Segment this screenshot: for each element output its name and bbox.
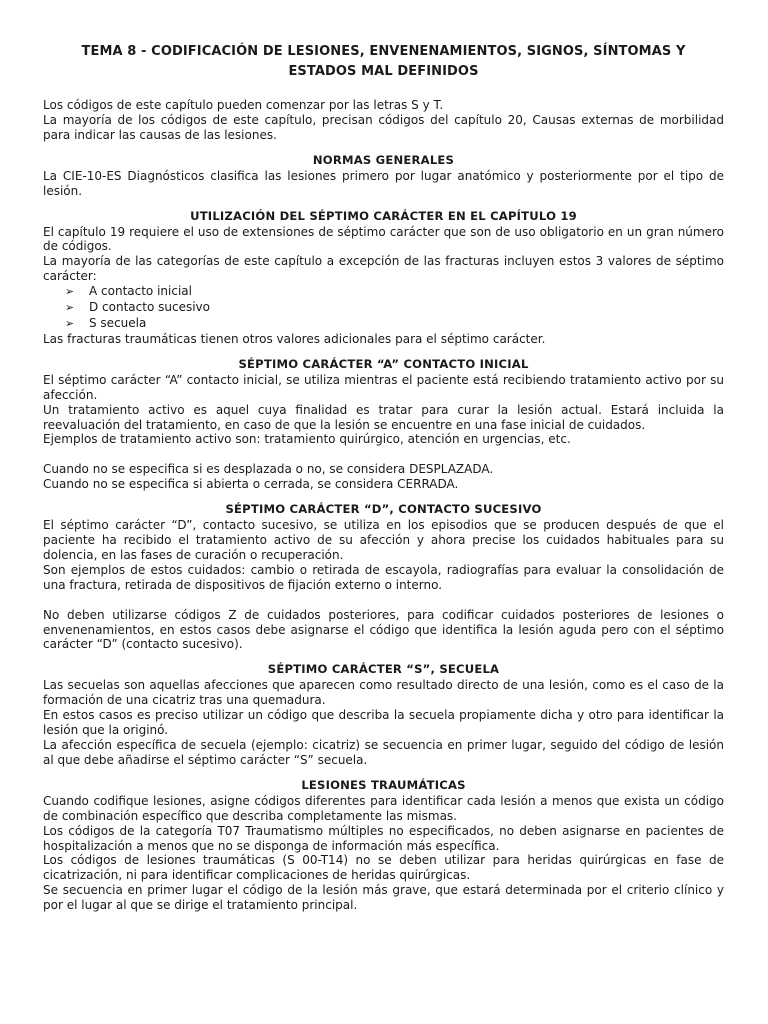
traumaticas-paragraph-1: Cuando codifique lesiones, asigne códigos diferentes para identificar cada lesión a menos que exista un código de combinación específico que describa completamente las mismas.	[43, 793, 724, 823]
caracter-d-heading: SÉPTIMO CARÁCTER “D”, CONTACTO SUCESIVO	[225, 502, 542, 517]
intro-paragraph-1: Los códigos de este capítulo pueden comenzar por las letras S y T.	[43, 98, 444, 112]
caracter-s-paragraph-2: En estos casos es preciso utilizar un código que describa la secuela propiamente dicha y otro para identificar la lesión que la originó.	[43, 708, 724, 738]
normas-section	[43, 152, 724, 199]
normas-heading: NORMAS GENERALES	[312, 152, 455, 167]
caracter-s-heading: SÉPTIMO CARÁCTER “S”, SECUELA	[267, 662, 500, 677]
septimo-paragraph-3: Las fracturas traumáticas tienen otros valores adicionales para el séptimo carácter.	[43, 331, 546, 346]
traumaticas-heading: LESIONES TRAUMÁTICAS	[301, 777, 466, 792]
septimo-bullet-list	[43, 284, 724, 332]
caracter-s-paragraph-3: La afección específica de secuela (ejemplo: cicatriz) se secuencia en primer lugar, seguido del código de lesión al que debe añadirse el séptimo carácter “S” secuela.	[43, 738, 724, 767]
list-item-label: D contacto sucesivo	[89, 300, 210, 315]
caracter-a-paragraph-4: Cuando no se especifica si es desplazada o no, se considera DESPLAZADA.	[43, 462, 494, 477]
arrow-bullet-icon: ➢	[65, 316, 75, 330]
caracter-s-section	[43, 661, 724, 767]
septimo-heading: UTILIZACIÓN DEL SÉPTIMO CARÁCTER EN EL CAPÍTULO 19	[190, 208, 577, 223]
list-item	[65, 316, 724, 332]
traumaticas-paragraph-4: Se secuencia en primer lugar el código de la lesión más grave, que estará determinada por el criterio clínico y por el lugar al que se dirige el tratamiento principal.	[43, 883, 724, 913]
caracter-a-paragraph-5: Cuando no se especifica si abierta o cerrada, se considera CERRADA.	[43, 477, 459, 492]
list-item	[65, 300, 724, 316]
paragraph-gap	[43, 593, 724, 608]
caracter-d-paragraph-3: No deben utilizarse códigos Z de cuidados posteriores, para codificar cuidados posteriores de lesiones o envenenamientos, en estos casos debe asignarse el código que identifica la lesión aguda pero con el séptimo carácter “D” (contacto sucesivo).	[43, 607, 724, 652]
septimo-paragraph-2: La mayoría de las categorías de este capítulo a excepción de las fracturas incluyen estos 3 valores de séptimo carácter:	[43, 254, 724, 284]
arrow-bullet-icon: ➢	[65, 301, 75, 315]
intro-paragraph-2: La mayoría de los códigos de este capítulo, precisan códigos del capítulo 20, Causas externas de morbilidad para indicar las causas de las lesiones.	[43, 112, 724, 142]
caracter-a-paragraph-3: Ejemplos de tratamiento activo son: tratamiento quirúrgico, atención en urgencias, etc.	[43, 432, 571, 447]
traumaticas-paragraph-2: Los códigos de la categoría T07 Traumatismo múltiples no especificados, no deben asignarse en pacientes de hospitalización a menos que no se disponga de información más específica.	[43, 823, 724, 853]
list-item-label: S secuela	[89, 315, 147, 330]
caracter-d-paragraph-1: El séptimo carácter “D”, contacto sucesivo, se utiliza en los episodios que se producen después de que el paciente ha recibido el tratamiento activo de su afección y ahora precise los cuidados habituales para su dolencia, en las fases de curación o recuperación.	[43, 518, 724, 562]
intro-section	[43, 98, 724, 143]
caracter-d-paragraph-2: Son ejemplos de estos cuidados: cambio o retirada de escayola, radiografías para evaluar la consolidación de una fractura, retirada de dispositivos de fijación externo o interno.	[43, 562, 724, 592]
paragraph-gap	[43, 447, 724, 462]
normas-paragraph-1: La CIE-10-ES Diagnósticos clasifica las lesiones primero por lugar anatómico y posteriormente por el tipo de lesión.	[43, 168, 724, 198]
caracter-a-section	[43, 356, 724, 492]
septimo-paragraph-1: El capítulo 19 requiere el uso de extensiones de séptimo carácter que son de uso obligatorio en un gran número de códigos.	[43, 224, 724, 254]
arrow-bullet-icon: ➢	[65, 285, 75, 299]
traumaticas-paragraph-3: Los códigos de lesiones traumáticas (S 00-T14) no se deben utilizar para heridas quirúrgicas en fase de cicatrización, ni para identificar complicaciones de heridas quirúrgicas.	[43, 853, 724, 883]
traumaticas-section	[43, 777, 724, 913]
caracter-d-section	[43, 501, 724, 652]
list-item	[65, 284, 724, 300]
caracter-s-paragraph-1: Las secuelas son aquellas afecciones que aparecen como resultado directo de una lesión, como es el caso de la formación de una cicatriz tras una quemadura.	[43, 678, 724, 708]
caracter-a-paragraph-2: Un tratamiento activo es aquel cuya finalidad es tratar para curar la lesión actual. Estará incluida la reevaluación del tratamiento, en caso de que la lesión se encuentre en una fase inicial de cuidados.	[43, 402, 724, 432]
caracter-a-paragraph-1: El séptimo carácter “A” contacto inicial, se utiliza mientras el paciente está recibiendo tratamiento activo por su afección.	[43, 372, 724, 402]
caracter-a-heading: SÉPTIMO CARÁCTER “A” CONTACTO INICIAL	[238, 356, 529, 371]
septimo-section	[43, 208, 724, 347]
list-item-label: A contacto inicial	[89, 284, 192, 299]
document-title: TEMA 8 - CODIFICACIÓN DE LESIONES, ENVENENAMIENTOS, SIGNOS, SÍNTOMAS Y ESTADOS MAL DEFINIDOS	[81, 44, 686, 79]
